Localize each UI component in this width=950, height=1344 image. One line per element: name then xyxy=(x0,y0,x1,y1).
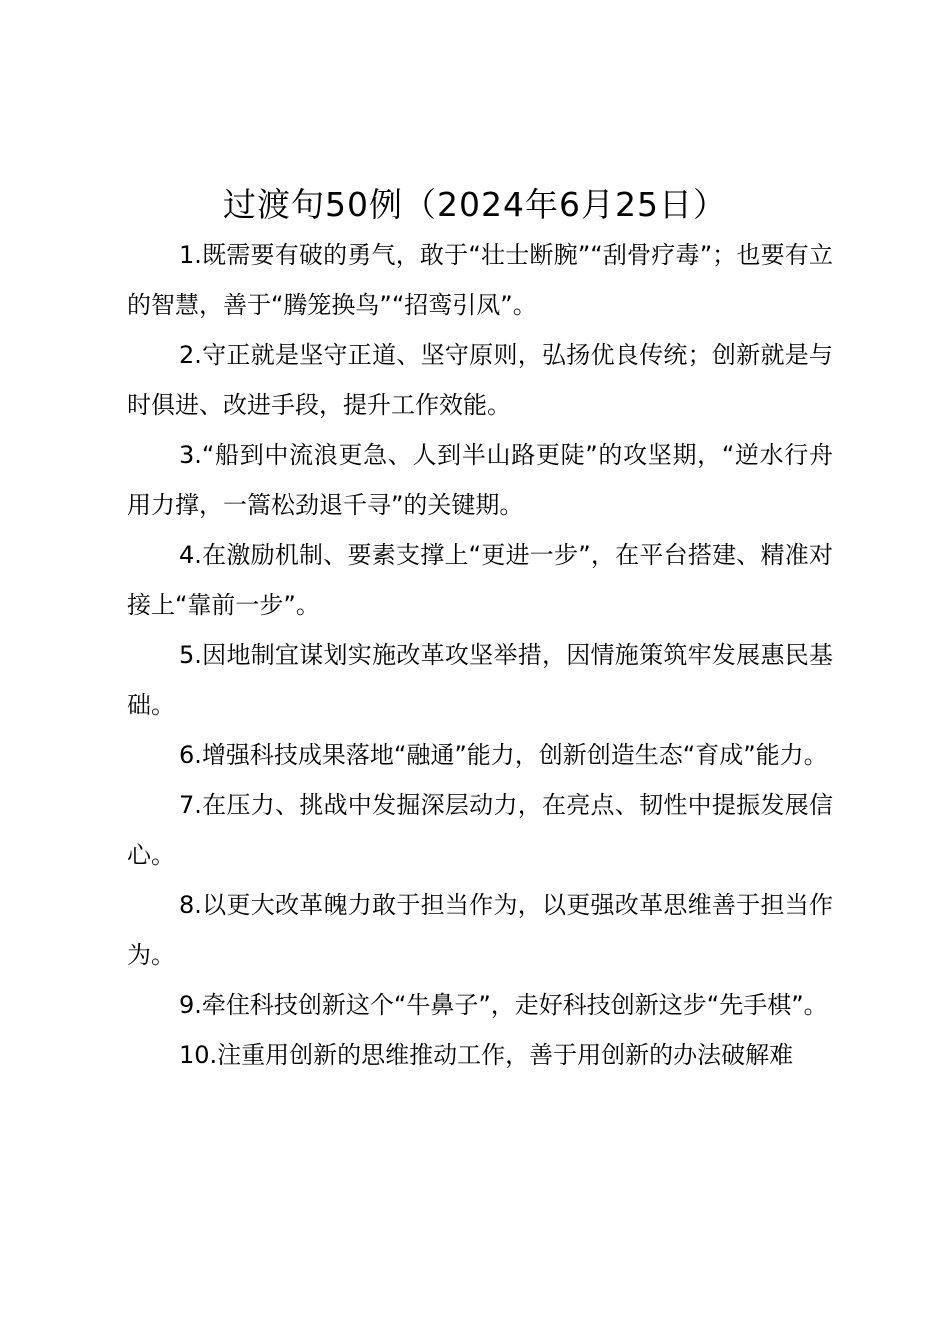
paragraph-3: 3.“船到中流浪更急、人到半山路更陡”的攻坚期，“逆水行舟用力撑，一篙松劲退千寻”的关键期。 xyxy=(127,441,833,519)
paragraph-10: 10.注重用创新的思维推动工作，善于用创新的办法破解难 xyxy=(179,1041,794,1069)
paragraph-9: 9.牵住科技创新这个“牛鼻子”，走好科技创新这步“先手棋”。 xyxy=(179,991,828,1019)
paragraph-2: 2.守正就是坚守正道、坚守原则，弘扬优良传统；创新就是与时俱进、改进手段，提升工作效能。 xyxy=(127,341,833,419)
paragraph-7: 7.在压力、挑战中发掘深层动力，在亮点、韧性中提振发展信心。 xyxy=(127,791,833,869)
paragraph-5: 5.因地制宜谋划实施改革攻坚举措，因情施策筑牢发展惠民基础。 xyxy=(127,641,833,719)
paragraph-8: 8.以更大改革魄力敢于担当作为，以更强改革思维善于担当作为。 xyxy=(127,891,833,969)
document-body xyxy=(127,230,833,1080)
paragraph-6: 6.增强科技成果落地“融通”能力，创新创造生态“育成”能力。 xyxy=(179,741,828,769)
document-title: 过渡句50例（2024年6月25日） xyxy=(223,185,727,224)
paragraph-4: 4.在激励机制、要素支撑上“更进一步”，在平台搭建、精准对接上“靠前一步”。 xyxy=(127,541,833,619)
paragraph-1: 1.既需要有破的勇气，敢于“壮士断腕”“刮骨疗毒”；也要有立的智慧，善于“腾笼换鸟”“招鸾引凤”。 xyxy=(127,241,833,319)
